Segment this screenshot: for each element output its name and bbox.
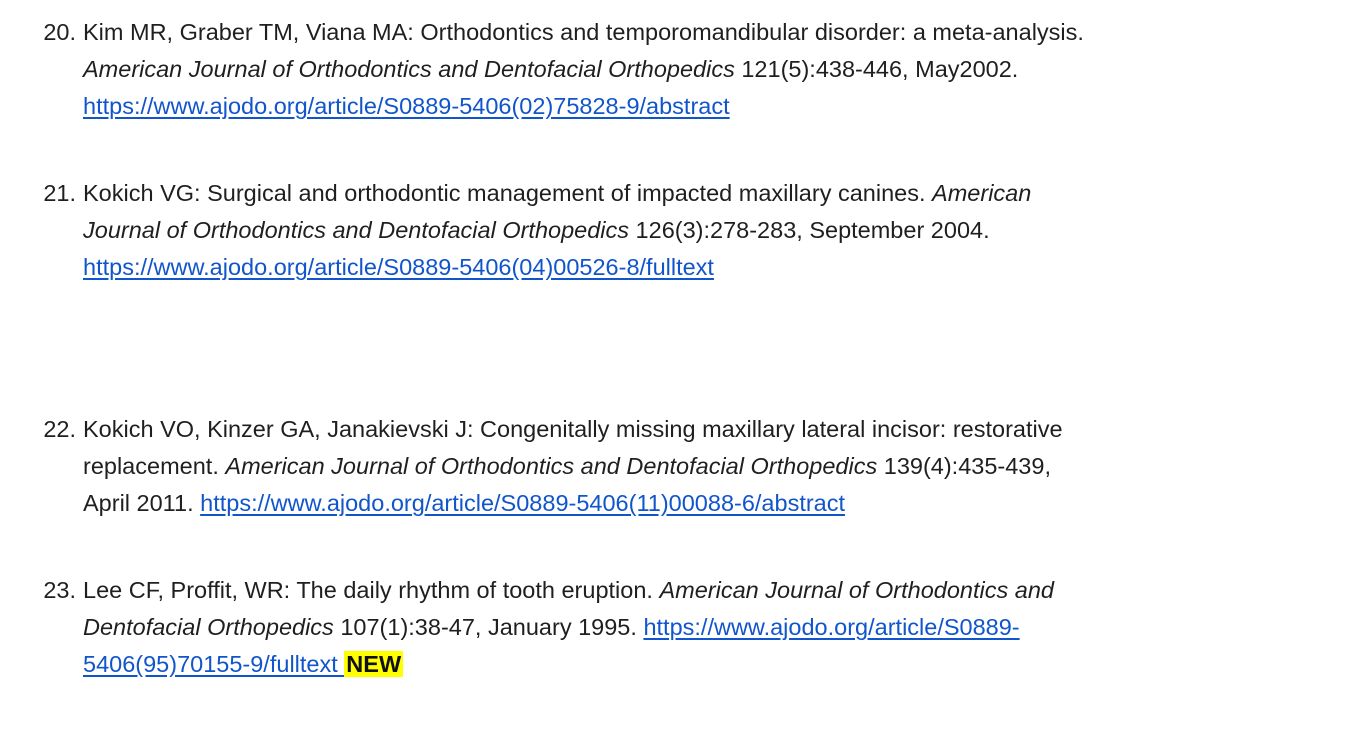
reference-item-23 — [30, 572, 1350, 683]
reference-line — [83, 88, 1350, 125]
reference-item-22 — [30, 411, 1350, 522]
reference-link[interactable]: https://www.ajodo.org/article/S0889-5406(04)00526-8/fulltext — [83, 254, 714, 280]
reference-authors: Kim MR, Graber TM, Viana MA: — [83, 19, 421, 45]
reference-journal: American Journal of Orthodontics and Dentofacial Orthopedics — [225, 453, 878, 479]
reference-journal: American Journal of Orthodontics and Dentofacial Orthopedics — [83, 56, 735, 82]
reference-citation: 107(1):38-47, January 1995. — [333, 614, 644, 640]
reference-number: 20. — [43, 19, 76, 45]
reference-authors: Kokich VG: — [83, 180, 208, 206]
reference-line — [83, 485, 1350, 522]
reference-number: 23. — [43, 577, 76, 603]
reference-item-21 — [30, 175, 1350, 286]
reference-link[interactable]: https://www.ajodo.org/article/S0889- — [643, 614, 1020, 640]
reference-item-20 — [30, 14, 1350, 125]
reference-journal: Dentofacial Orthopedics — [83, 614, 334, 640]
reference-line — [83, 609, 1350, 646]
reference-number: 21. — [43, 180, 76, 206]
reference-title: Congenitally missing maxillary lateral incisor: restorative — [480, 416, 1063, 442]
reference-link[interactable]: https://www.ajodo.org/article/S0889-5406(02)75828-9/abstract — [83, 93, 730, 119]
reference-line — [83, 572, 1350, 609]
reference-journal: Journal of Orthodontics and Dentofacial Orthopedics — [83, 217, 630, 243]
reference-line — [83, 448, 1350, 485]
reference-authors: Lee CF, Proffit, WR: — [83, 577, 297, 603]
reference-title: replacement. — [83, 453, 226, 479]
reference-title: The daily rhythm of tooth eruption. — [296, 577, 660, 603]
reference-journal: American — [932, 180, 1032, 206]
reference-line — [83, 212, 1350, 249]
reference-citation: 126(3):278-283, September 2004. — [629, 217, 990, 243]
reference-citation: 139(4):435-439, — [877, 453, 1051, 479]
reference-number: 22. — [43, 416, 76, 442]
reference-link[interactable]: https://www.ajodo.org/article/S0889-5406(11)00088-6/abstract — [200, 490, 846, 516]
reference-citation: April 2011. — [83, 490, 201, 516]
reference-line — [83, 646, 1350, 683]
reference-line — [83, 51, 1350, 88]
reference-line — [83, 14, 1350, 51]
reference-line — [83, 175, 1350, 212]
reference-citation: 121(5):438-446, May2002. — [734, 56, 1019, 82]
reference-authors: Kokich VO, Kinzer GA, Janakievski J: — [83, 416, 481, 442]
reference-title: Surgical and orthodontic management of impacted maxillary canines. — [207, 180, 933, 206]
reference-link[interactable]: 5406(95)70155-9/fulltext — [83, 651, 345, 677]
reference-line — [83, 411, 1350, 448]
reference-title: Orthodontics and temporomandibular disorder: a meta-analysis. — [420, 19, 1084, 45]
reference-journal: American Journal of Orthodontics and — [659, 577, 1054, 603]
new-badge: NEW — [346, 651, 402, 677]
reference-line — [83, 249, 1350, 286]
